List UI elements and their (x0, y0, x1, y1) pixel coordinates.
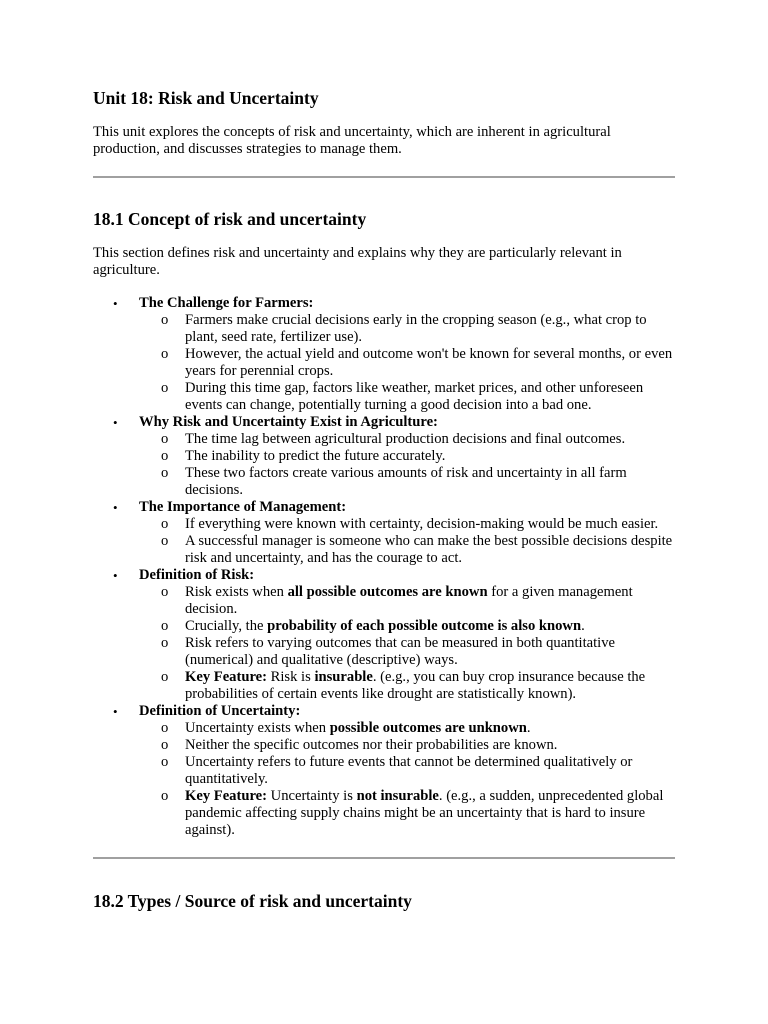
unit-title: Unit 18: Risk and Uncertainty (93, 88, 319, 108)
sub-bullet-marker: o (161, 635, 169, 651)
text-run: If everything were known with certainty, decision-making would be much easier. (185, 516, 659, 532)
list-item-title: Definition of Uncertainty: (139, 703, 301, 719)
sub-list-item (139, 737, 675, 754)
sub-list-item (139, 431, 675, 448)
sub-bullet-marker: o (161, 737, 169, 753)
section-1-bullet-list (93, 295, 675, 839)
sub-list-item (139, 584, 675, 618)
sub-bullet-marker: o (161, 533, 169, 549)
text-run: . (581, 618, 585, 634)
text-run: Uncertainty is (267, 788, 357, 804)
text-run: . (e.g., you can buy crop insurance because the probabilities of certain events like drought are statistically known). (185, 669, 646, 702)
sub-bullet-marker: o (161, 584, 169, 600)
text-run: for a given management decision. (185, 584, 633, 617)
sub-list-item (139, 346, 675, 380)
bullet-marker: • (113, 296, 118, 311)
sub-list (139, 720, 675, 839)
sub-list-item (139, 380, 675, 414)
sub-list-item (139, 635, 675, 669)
bold-text: possible outcomes are unknown (329, 720, 527, 736)
text-run: Uncertainty refers to future events that cannot be determined qualitatively or quantitatively. (185, 754, 633, 787)
section-divider (93, 176, 675, 178)
list-item (93, 414, 675, 499)
text-run: . (526, 720, 531, 736)
sub-bullet-marker: o (161, 346, 169, 362)
text-run: The inability to predict the future accurately. (185, 448, 446, 464)
list-item (93, 703, 675, 839)
sub-bullet-marker: o (161, 431, 169, 447)
list-item (93, 295, 675, 414)
text-run: These two factors create various amounts of risk and uncertainty in all farm decisions. (185, 465, 627, 498)
list-item-title: The Challenge for Farmers: (139, 295, 314, 311)
sub-list (139, 584, 675, 703)
text-run: . (e.g., a sudden, unprecedented global pandemic affecting supply chains might be an uncertainty that is hard to insure against). (185, 788, 664, 838)
text-run: A successful manager is someone who can make the best possible decisions despite risk and uncertainty, and has the courage to act. (185, 533, 673, 566)
bold-text: Key Feature: (185, 669, 267, 685)
sub-bullet-marker: o (161, 516, 169, 532)
bullet-marker: • (113, 500, 118, 515)
text-run: Farmers make crucial decisions early in the cropping season (e.g., what crop to plant, seed rate, fertilizer use). (185, 312, 647, 345)
sub-list (139, 431, 675, 499)
sub-list-item (139, 533, 675, 567)
sub-bullet-marker: o (161, 720, 169, 736)
bullet-marker: • (113, 568, 118, 583)
text-run: During this time gap, factors like weather, market prices, and other unforeseen events can change, potentially turning a good decision into a bad one. (185, 380, 644, 413)
sub-bullet-marker: o (161, 380, 169, 396)
sub-list-item (139, 669, 675, 703)
bold-text: insurable (314, 669, 373, 685)
sub-bullet-marker: o (161, 754, 169, 770)
text-run: Risk exists when (185, 584, 288, 600)
list-item-title: Why Risk and Uncertainty Exist in Agriculture: (139, 414, 438, 430)
section-divider (93, 857, 675, 859)
sub-bullet-marker: o (161, 669, 169, 685)
sub-bullet-marker: o (161, 788, 169, 804)
sub-list (139, 312, 675, 414)
text-run: However, the actual yield and outcome won't be known for several months, or even years for perennial crops. (185, 346, 673, 379)
section-2-title: 18.2 Types / Source of risk and uncertainty (93, 891, 412, 911)
sub-list-item (139, 788, 675, 839)
sub-bullet-marker: o (161, 465, 169, 481)
bold-text: all possible outcomes are known (287, 584, 488, 600)
text-run: Risk refers to varying outcomes that can be measured in both quantitative (numerical) and qualitative (descriptive) ways. (185, 635, 615, 668)
sub-list-item (139, 618, 675, 635)
bold-text: Key Feature: (185, 788, 267, 804)
sub-bullet-marker: o (161, 312, 169, 328)
sub-bullet-marker: o (161, 618, 169, 634)
text-run: Risk is (267, 669, 315, 685)
list-item (93, 499, 675, 567)
bold-text: probability of each possible outcome is also known (267, 618, 582, 634)
list-item (93, 567, 675, 703)
sub-bullet-marker: o (161, 448, 169, 464)
text-run: Uncertainty exists when (185, 720, 330, 736)
document-content (93, 88, 675, 911)
text-run: The time lag between agricultural production decisions and final outcomes. (185, 431, 626, 447)
sub-list-item (139, 516, 675, 533)
section-1-intro: This section defines risk and uncertainty and explains why they are particularly relevant in agriculture. (93, 245, 622, 278)
sub-list-item (139, 754, 675, 788)
bullet-marker: • (113, 704, 118, 719)
section-1-title: 18.1 Concept of risk and uncertainty (93, 209, 367, 229)
text-run: Crucially, the (185, 618, 268, 634)
unit-intro: This unit explores the concepts of risk and uncertainty, which are inherent in agricultural production, and discusses strategies to manage them. (93, 124, 611, 157)
list-item-title: Definition of Risk: (139, 567, 255, 583)
sub-list-item (139, 448, 675, 465)
bullet-marker: • (113, 415, 118, 430)
sub-list (139, 516, 675, 567)
sub-list-item (139, 312, 675, 346)
sub-list-item (139, 465, 675, 499)
text-run: Neither the specific outcomes nor their probabilities are known. (185, 737, 558, 753)
list-item-title: The Importance of Management: (139, 499, 347, 515)
sub-list-item (139, 720, 675, 737)
bold-text: not insurable (356, 788, 439, 804)
